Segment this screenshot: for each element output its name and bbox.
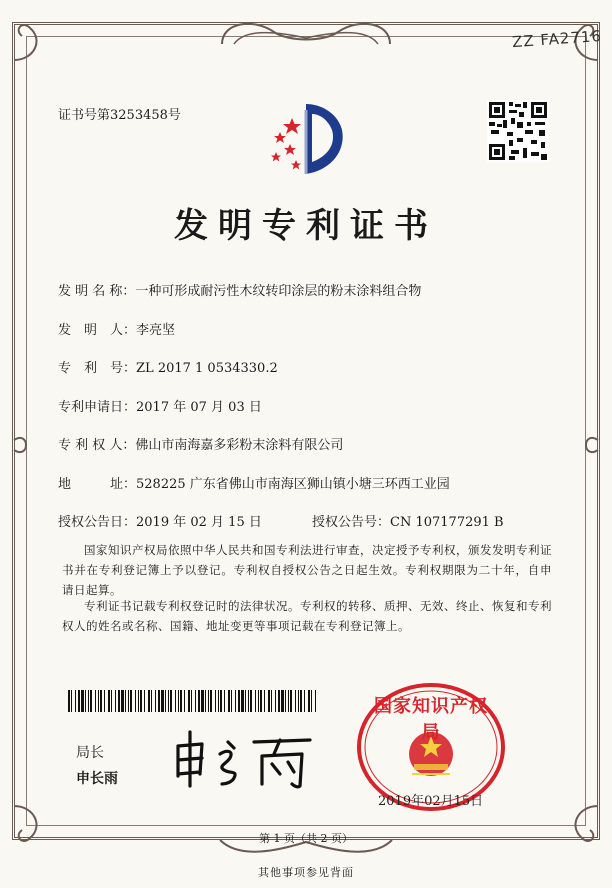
field-label: 专利申请日：	[58, 400, 137, 415]
field-value: 528225 广东省佛山市南海区狮山镇小塘三环西工业园	[136, 477, 450, 492]
field-invention-name	[58, 280, 421, 299]
field-application-date	[58, 396, 262, 415]
page-number: 第 1 页（共 2 页）	[259, 832, 353, 845]
field-address	[58, 473, 450, 492]
field-value: 一种可形成耐污性木纹转印涂层的粉末涂料组合物	[135, 284, 422, 299]
field-value: ZL 2017 1 0534330.2	[136, 361, 278, 376]
field-label: 专 利 号：	[58, 361, 137, 376]
field-value: 2017 年 07 月 03 日	[136, 400, 262, 415]
field-label: 发 明 名 称：	[58, 284, 136, 299]
patent-office-logo-icon	[262, 100, 350, 178]
field-patent-number	[58, 357, 278, 376]
seal-date: 2019年02月15日	[378, 794, 484, 809]
field-value: CN 107177291 B	[390, 515, 504, 530]
field-value: 李亮坚	[136, 323, 176, 338]
field-label: 发 明 人：	[58, 323, 137, 338]
seal-text: 国家知识产权局	[374, 696, 488, 743]
field-inventor	[58, 319, 175, 338]
qr-code-icon	[487, 100, 549, 162]
director-name: 申长雨	[76, 771, 118, 787]
certificate-number: 证书号第3253458号	[58, 108, 181, 123]
field-grant-date	[58, 511, 262, 530]
field-patentee	[58, 434, 343, 453]
paragraph-legal-status: 专利证书记载专利权登记时的法律状况。专利权的转移、质押、无效、终止、恢复和专利权人的姓名或名称、国籍、地址变更等事项记载在专利登记簿上。	[62, 599, 552, 633]
director-title: 局长	[76, 745, 104, 761]
field-label: 地 址：	[58, 477, 137, 492]
field-label: 授权公告日：	[58, 515, 137, 530]
field-label: 专 利 权 人：	[58, 438, 136, 453]
field-value: 佛山市南海嘉多彩粉末涂料有限公司	[135, 438, 344, 453]
field-grant-number	[312, 511, 504, 530]
certificate-title: 发明专利证书	[174, 206, 438, 246]
field-value: 2019 年 02 月 15 日	[136, 515, 262, 530]
field-label: 授权公告号：	[312, 515, 391, 530]
handwritten-signature	[168, 724, 318, 790]
footer-note: 其他事项参见背面	[258, 866, 354, 879]
paragraph-grant-statement: 国家知识产权局依照中华人民共和国专利法进行审查，决定授予专利权，颁发发明专利证书并在专利登记簿上予以登记。专利权自授权公告之日起生效。专利权期限为二十年，自申请日起算。	[62, 543, 552, 597]
barcode-icon	[68, 690, 318, 712]
handwritten-note: ZZ FA2716	[511, 26, 603, 52]
